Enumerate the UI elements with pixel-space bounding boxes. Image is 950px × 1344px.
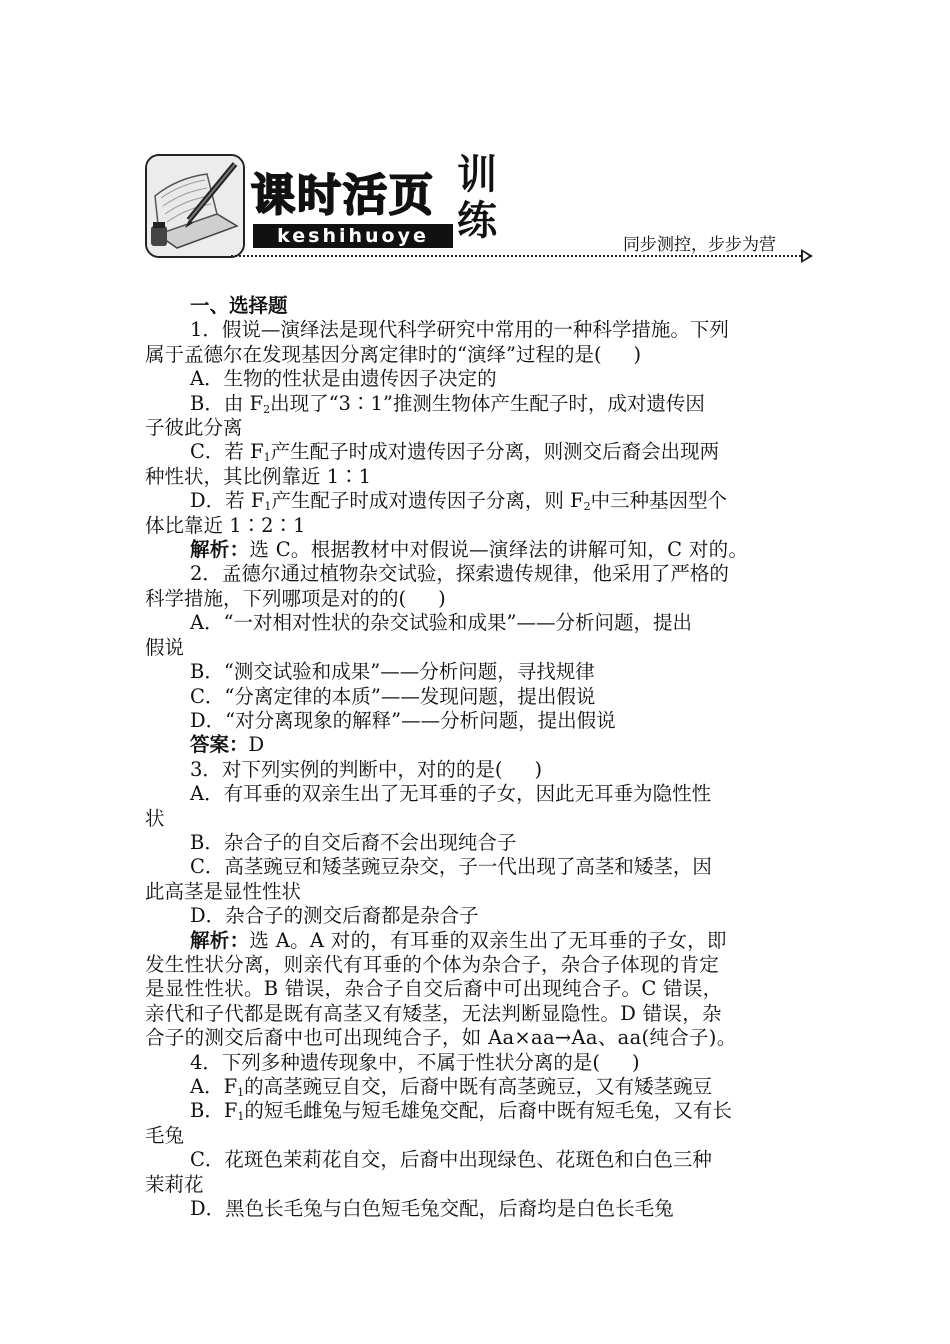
notebook-pen-icon	[145, 154, 245, 258]
question-4-option-a: A．$F_1$的高茎豌豆自交，后裔中既有高茎豌豆，又有矮茎豌豆	[190, 1075, 713, 1099]
question-2-option-a-cont: 假说	[145, 635, 185, 659]
question-3-option-c-cont: 此高茎是显性性状	[145, 879, 302, 903]
question-1-option-a: A．生物的性状是由遗传因子决定的	[190, 367, 497, 391]
question-4-option-c-cont: 茉莉花	[145, 1172, 204, 1196]
question-1-option-b: B．由 $F_2$出现了“3∶1”推测生物体产生配子时，成对遗传因	[190, 391, 705, 416]
header-title: 课时活页	[251, 170, 435, 221]
question-3-option-a-cont: 状	[145, 806, 165, 830]
question-2-option-c: C．“分离定律的本质”——发现问题，提出假说	[190, 684, 596, 708]
header-slogan: 同步测控，步步为营	[623, 235, 776, 255]
exercise-content	[145, 294, 807, 1221]
header-title-suffix: 训练	[457, 152, 497, 244]
question-1-analysis: 解析：选 C。根据教材中对假说—演绎法的讲解可知，C 对的。	[190, 538, 749, 562]
question-1-option-b-cont: 子彼此分离	[145, 416, 243, 440]
question-1-option-c: C．若 $F_1$产生配子时成对遗传因子分离，则测交后裔会出现两	[190, 440, 720, 465]
question-3-analysis: 解析：选 A。A 对的，有耳垂的双亲生出了无耳垂的子女，即	[190, 928, 727, 952]
question-2-stem: 2．孟德尔通过植物杂交试验，探索遗传规律，他采用了严格的	[190, 562, 729, 586]
question-3-option-c: C．高茎豌豆和矮茎豌豆杂交，子一代出现了高茎和矮茎，因	[190, 855, 712, 879]
question-2-stem-cont: 科学措施，下列哪项是对的的( )	[145, 586, 446, 610]
question-1-stem-cont: 属于孟德尔在发现基因分离定律时的“演绎”过程的是( )	[145, 342, 642, 366]
question-4-stem: 4．下列多种遗传现象中，不属于性状分离的是( )	[190, 1050, 640, 1074]
question-1-stem: 1．假说—演绎法是现代科学研究中常用的一种科学措施。下列	[190, 318, 729, 342]
question-2-answer: 答案：D	[190, 733, 265, 757]
question-3-stem: 3．对下列实例的判断中，对的的是( )	[190, 757, 543, 781]
header-pinyin: keshihuoye	[253, 224, 453, 248]
arrow-inner	[803, 252, 809, 260]
question-3-option-a: A．有耳垂的双亲生出了无耳垂的子女，因此无耳垂为隐性性	[190, 782, 712, 806]
dotted-divider	[231, 255, 801, 257]
question-3-option-b: B．杂合子的自交后裔不会出现纯合子	[190, 830, 517, 854]
question-4-option-c: C．花斑色茉莉花自交，后裔中出现绿色、花斑色和白色三种	[190, 1148, 712, 1172]
question-2-option-a: A．“一对相对性状的杂交试验和成果”——分析问题，提出	[190, 611, 693, 635]
question-3-analysis-line-5: 合子的测交后裔中也可出现纯合子，如 Aa×aa→Aa、aa(纯合子)。	[145, 1026, 737, 1050]
question-4-option-d: D．黑色长毛兔与白色短毛兔交配，后裔均是白色长毛兔	[190, 1197, 674, 1221]
question-1-option-d: D．若 $F_1$产生配子时成对遗传因子分离，则 $F_2$中三种基因型个	[190, 489, 728, 514]
question-1-option-c-cont: 种性状，其比例靠近 1∶1	[145, 464, 372, 488]
question-4-option-b-cont: 毛兔	[145, 1123, 185, 1147]
question-3-analysis-line-3: 是显性性状。B 错误，杂合子自交后裔中可出现纯合子。C 错误，	[145, 977, 723, 1001]
question-3-analysis-line-2: 发生性状分离，则亲代有耳垂的个体为杂合子，杂合子体现的肯定	[145, 952, 720, 976]
lesson-header	[143, 150, 823, 265]
question-3-option-d: D．杂合子的测交后裔都是杂合子	[190, 904, 479, 928]
title-block	[251, 172, 461, 250]
question-1-option-d-cont: 体比靠近 1∶2∶1	[145, 513, 306, 537]
question-2-option-b: B．“测交试验和成果”——分析问题，寻找规律	[190, 660, 595, 684]
section-heading: 一、选择题	[190, 294, 288, 317]
question-4-option-b: B．$F_1$的短毛雌兔与短毛雄兔交配，后裔中既有短毛兔，又有长	[190, 1099, 732, 1124]
question-3-analysis-line-4: 亲代和子代都是既有高茎又有矮茎，无法判断显隐性。D 错误，杂	[145, 1001, 722, 1025]
question-2-option-d: D．“对分离现象的解释”——分析问题，提出假说	[190, 708, 616, 732]
